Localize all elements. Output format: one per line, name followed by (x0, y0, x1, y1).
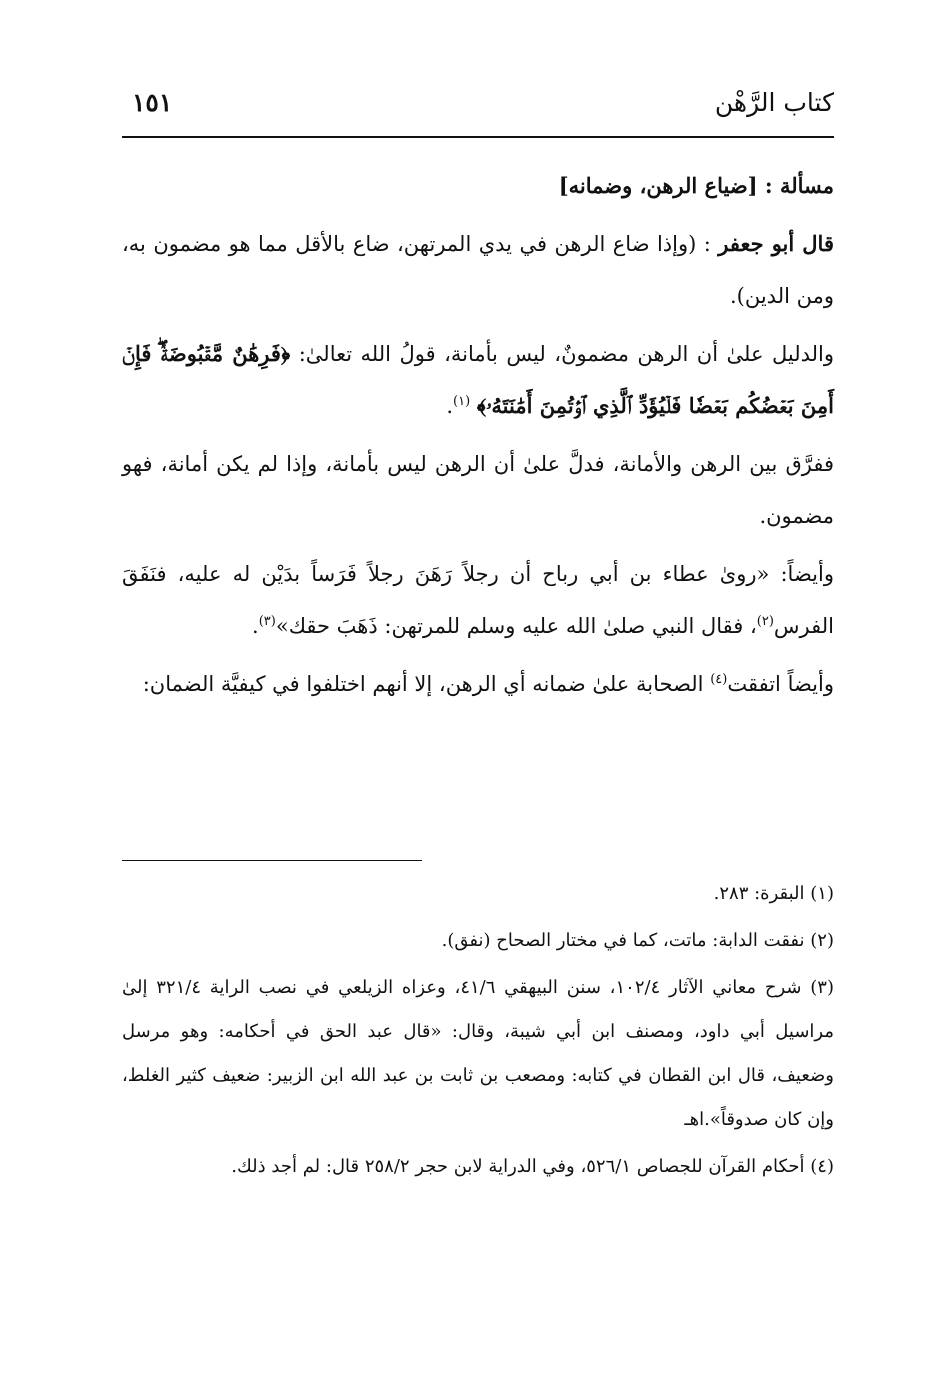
paragraph-evidence-text: والدليل علىٰ أن الرهن مضمونٌ، ليس بأمانة، قولُ الله تعالىٰ: (298, 342, 834, 366)
paragraph-distinction: ففرَّق بين الرهن والأمانة، فدلَّ علىٰ أن الرهن ليس بأمانة، وإذا لم يكن أمانة، فهو مضمون. (122, 452, 834, 528)
speaker-lead: قال أبو جعفر (718, 231, 834, 256)
footnote-separator (122, 860, 422, 861)
header-rule (122, 136, 834, 138)
page-number: ١٥١ (132, 88, 173, 117)
footnote-3: (٣) شرح معاني الآثار ١٠٢/٤، سنن البيهقي ٤١/٦، وعزاه الزيلعي في نصب الراية ٣٢١/٤ إلىٰ مراسيل أبي داود، ومصنف ابن أبي شيبة، وقال: «قال عبد الحق في أحكامه: وهو مرسل وضعيف، قال ابن القطان في كتابه: ومصعب بن ثابت بن عبد الله ابن الزبير: ضعيف كثير الغلط، وإن كان صدوقاً».اهـ (122, 977, 834, 1130)
footnote-4: (٤) أحكام القرآن للجصاص ٥٢٦/١، وفي الدراية لابن حجر ٢٥٨/٢ قال: لم أجد ذلك. (231, 1156, 834, 1177)
main-text (122, 160, 834, 716)
paragraph-hadith-text-a: وأيضاً: «روىٰ عطاء بن أبي رباح أن رجلاً رَهَنَ رجلاً فَرَساً بدَيْن له عليه، فنَفَقَ الفرس (122, 562, 834, 638)
section-heading: مسألة : [ضياع الرهن، وضمانه] (558, 173, 834, 198)
footnote-2: (٢) نفقت الدابة: ماتت، كما في مختار الصحاح (نفق). (441, 930, 834, 951)
paragraph-hadith-end: . (252, 614, 259, 638)
paragraph-hadith-text-b: ، فقال النبي صلىٰ الله عليه وسلم للمرتهن: ذَهَبَ حقك» (275, 614, 757, 638)
footnotes (122, 872, 834, 1192)
paragraph-evidence (122, 328, 834, 432)
footnote-ref-4: (٤) (710, 672, 728, 687)
footnote-ref-2: (٢) (756, 614, 774, 629)
paragraph-consensus-text-a: وأيضاً اتفقت (727, 672, 834, 696)
paragraph-abu-jafar (122, 218, 834, 322)
paragraph-hadith (122, 548, 834, 652)
footnote-ref-3: (٣) (258, 614, 276, 629)
paragraph-evidence-end: . (446, 394, 454, 418)
book-page (122, 0, 834, 1381)
running-header (122, 88, 834, 132)
paragraph-consensus-text-b: الصحابة علىٰ ضمانه أي الرهن، إلا أنهم اختلفوا في كيفيَّة الضمان: (142, 672, 704, 696)
footnote-ref-1: (١) (453, 394, 471, 409)
footnote-1: (١) البقرة: ٢٨٣. (713, 883, 834, 904)
paragraph-abu-jafar-text: : (وإذا ضاع الرهن في يدي المرتهن، ضاع بالأقل مما هو مضمون به، ومن الدين). (122, 232, 834, 308)
paragraph-consensus (122, 658, 834, 710)
quran-verse: ﴿فَرِهَٰنٌ مَّقۡبُوضَةٞۖ فَإِنۡ أَمِنَ بَعۡضُكُم بَعۡضٗا فَلۡيُؤَدِّ ٱلَّذِي ٱؤۡتُمِنَ أَمَٰنَتَهُۥ﴾ (122, 341, 834, 418)
running-title: كتاب الرَّهْن (714, 88, 834, 117)
